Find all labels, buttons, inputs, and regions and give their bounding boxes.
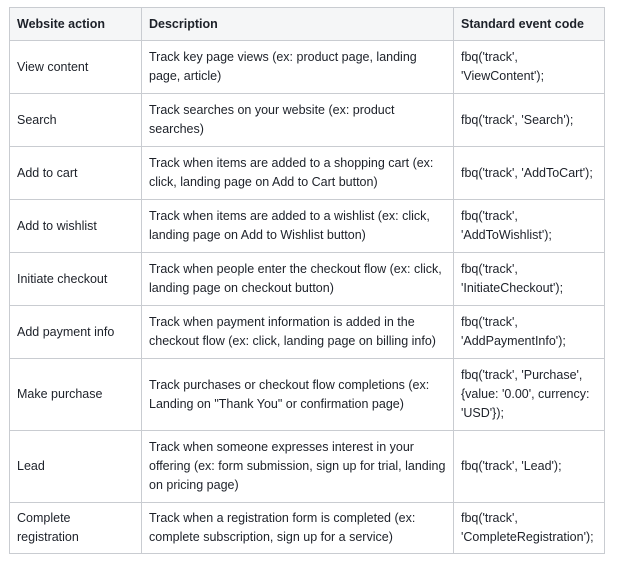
cell-action: View content [10, 41, 142, 94]
cell-code: fbq('track', 'AddToCart'); [454, 147, 605, 200]
cell-action: Search [10, 94, 142, 147]
header-description: Description [142, 8, 454, 41]
cell-description: Track key page views (ex: product page, landing page, article) [142, 41, 454, 94]
cell-description: Track when items are added to a wishlist (ex: click, landing page on Add to Wishlist button) [142, 200, 454, 253]
cell-description: Track when a registration form is completed (ex: complete subscription, sign up for a service) [142, 503, 454, 554]
table-row [10, 41, 605, 94]
header-standard-event-code: Standard event code [454, 8, 605, 41]
table-row [10, 503, 605, 554]
cell-code: fbq('track', 'InitiateCheckout'); [454, 253, 605, 306]
table-row [10, 94, 605, 147]
cell-description: Track when someone expresses interest in your offering (ex: form submission, sign up for trial, landing on pricing page) [142, 431, 454, 503]
cell-code: fbq('track', 'Search'); [454, 94, 605, 147]
cell-code: fbq('track', 'Lead'); [454, 431, 605, 503]
cell-action: Add to wishlist [10, 200, 142, 253]
table-row [10, 147, 605, 200]
cell-action: Add payment info [10, 306, 142, 359]
table-row [10, 200, 605, 253]
cell-code: fbq('track', 'ViewContent'); [454, 41, 605, 94]
cell-action: Add to cart [10, 147, 142, 200]
cell-code: fbq('track', 'AddPaymentInfo'); [454, 306, 605, 359]
cell-action: Initiate checkout [10, 253, 142, 306]
cell-description: Track purchases or checkout flow completions (ex: Landing on "Thank You" or confirmation page) [142, 359, 454, 431]
cell-description: Track when items are added to a shopping cart (ex: click, landing page on Add to Cart button) [142, 147, 454, 200]
cell-action: Lead [10, 431, 142, 503]
table-row [10, 306, 605, 359]
cell-action: Make purchase [10, 359, 142, 431]
cell-code: fbq('track', 'CompleteRegistration'); [454, 503, 605, 554]
table-row [10, 359, 605, 431]
cell-description: Track when payment information is added in the checkout flow (ex: click, landing page on billing info) [142, 306, 454, 359]
cell-description: Track when people enter the checkout flow (ex: click, landing page on checkout button) [142, 253, 454, 306]
table-row [10, 431, 605, 503]
standard-events-table [9, 7, 605, 554]
cell-action: Complete registration [10, 503, 142, 554]
header-website-action: Website action [10, 8, 142, 41]
cell-code: fbq('track', 'AddToWishlist'); [454, 200, 605, 253]
table-header-row [10, 8, 605, 41]
cell-code: fbq('track', 'Purchase', {value: '0.00', currency: 'USD'}); [454, 359, 605, 431]
table-row [10, 253, 605, 306]
cell-description: Track searches on your website (ex: product searches) [142, 94, 454, 147]
